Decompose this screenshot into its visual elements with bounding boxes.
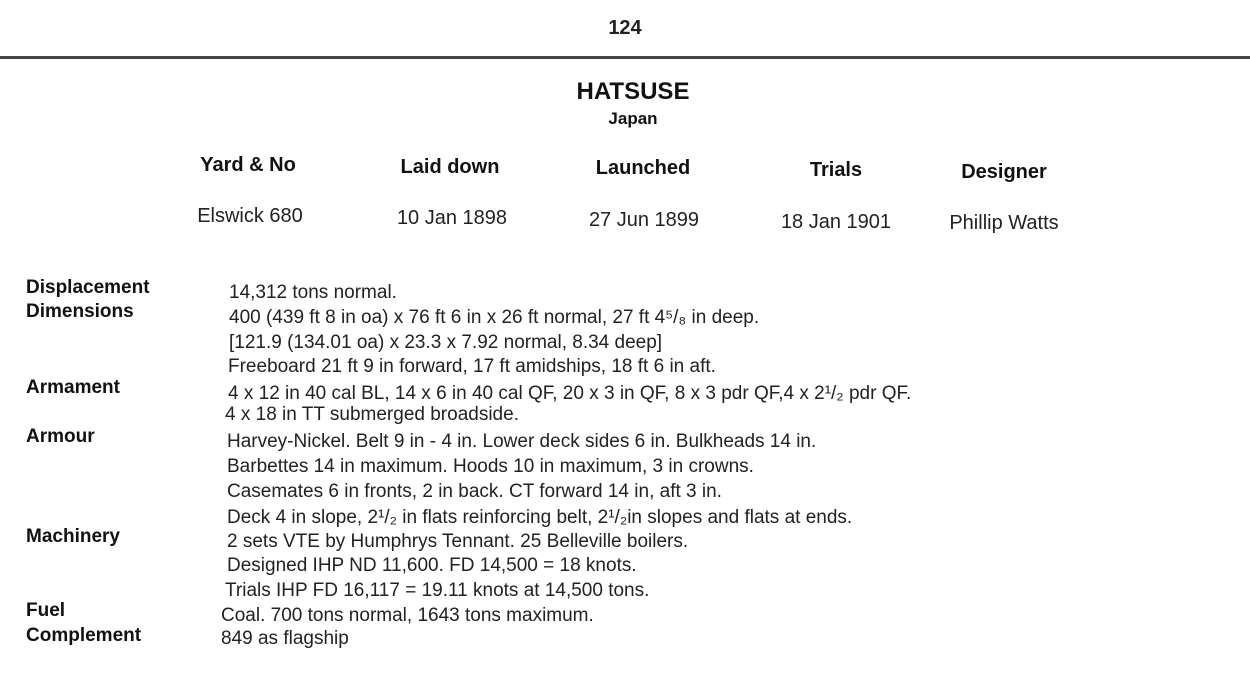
spec-line: Harvey-Nickel. Belt 9 in - 4 in. Lower deck sides 6 in. Bulkheads 14 in. bbox=[227, 431, 817, 452]
spec-line: Freeboard 21 ft 9 in forward, 17 ft amidships, 18 ft 6 in aft. bbox=[228, 356, 716, 377]
spec-line: Deck 4 in slope, 2¹/₂ in flats reinforcing belt, 2¹/₂in slopes and flats at ends. bbox=[227, 507, 853, 528]
spec-line: Trials IHP FD 16,117 = 19.11 knots at 14,500 tons. bbox=[225, 580, 650, 601]
value-laid-down: 10 Jan 1898 bbox=[396, 207, 508, 229]
spec-line: Barbettes 14 in maximum. Hoods 10 in maximum, 3 in crowns. bbox=[227, 456, 754, 477]
spec-line: 849 as flagship bbox=[221, 628, 349, 649]
spec-line: 14,312 tons normal. bbox=[229, 282, 397, 303]
spec-line: Casemates 6 in fronts, 2 in back. CT forward 14 in, aft 3 in. bbox=[227, 481, 722, 502]
header-launched: Launched bbox=[595, 157, 691, 179]
value-launched: 27 Jun 1899 bbox=[588, 209, 700, 231]
spec-line: 400 (439 ft 8 in oa) x 76 ft 6 in x 26 ft normal, 27 ft 4⁵/₈ in deep. bbox=[229, 307, 760, 328]
label-displacement: Displacement bbox=[26, 277, 150, 298]
spec-line: 2 sets VTE by Humphrys Tennant. 25 Belleville boilers. bbox=[227, 531, 689, 552]
page-number: 124 bbox=[608, 17, 642, 39]
ship-country: Japan bbox=[608, 109, 658, 128]
value-designer: Phillip Watts bbox=[949, 212, 1059, 234]
header-yard: Yard & No bbox=[200, 154, 296, 176]
spec-line: Coal. 700 tons normal, 1643 tons maximum. bbox=[221, 605, 594, 626]
spec-line: 4 x 12 in 40 cal BL, 14 x 6 in 40 cal QF, 20 x 3 in QF, 8 x 3 pdr QF,4 x 2¹/₂ pdr QF. bbox=[228, 383, 912, 404]
value-trials: 18 Jan 1901 bbox=[780, 211, 892, 233]
spec-line: 4 x 18 in TT submerged broadside. bbox=[225, 404, 519, 425]
label-machinery: Machinery bbox=[26, 526, 120, 547]
header-trials: Trials bbox=[809, 159, 863, 181]
ship-name: HATSUSE bbox=[576, 78, 690, 105]
label-complement: Complement bbox=[26, 625, 142, 646]
label-armour: Armour bbox=[26, 426, 95, 447]
header-designer: Designer bbox=[961, 161, 1047, 183]
label-armament: Armament bbox=[26, 377, 120, 398]
value-yard: Elswick 680 bbox=[197, 205, 303, 227]
label-dimensions: Dimensions bbox=[26, 301, 134, 322]
spec-line: [121.9 (134.01 oa) x 23.3 x 7.92 normal, 8.34 deep] bbox=[229, 332, 663, 353]
label-fuel: Fuel bbox=[26, 600, 66, 621]
spec-line: Designed IHP ND 11,600. FD 14,500 = 18 knots. bbox=[227, 555, 637, 576]
header-rule bbox=[0, 56, 1250, 59]
header-laid-down: Laid down bbox=[400, 156, 500, 178]
